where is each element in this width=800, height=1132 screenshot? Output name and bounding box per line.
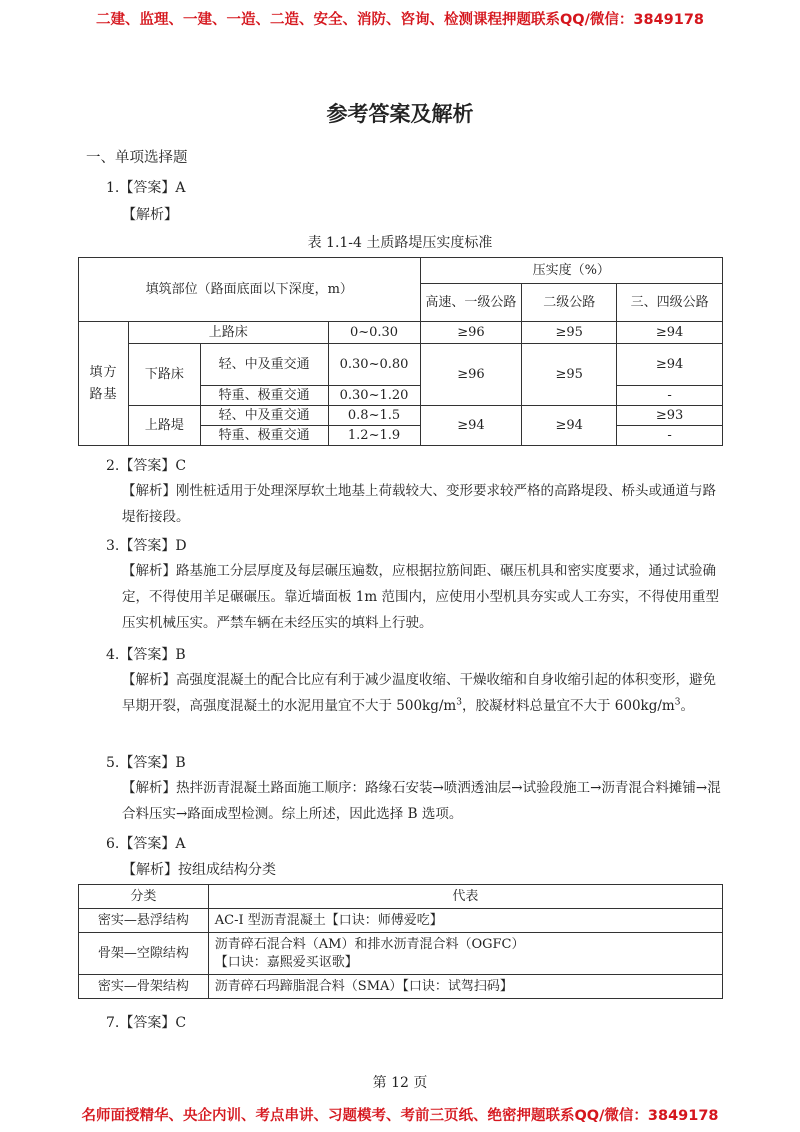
t2-row1-category: 密实—悬浮结构: [79, 909, 209, 933]
upper-bed: 上路床: [128, 322, 328, 344]
t2-row3-representative: 沥青碎石玛蹄脂混合料（SMA）【口诀：试驾扫码】: [208, 975, 722, 999]
lower-bed-highway: ≥96: [420, 344, 522, 406]
q3-analysis: 【解析】路基施工分层厚度及每层碾压遍数，应根据拉筋间距、碾压机具和密实度要求，通过试验确定，不得使用羊足碾碾压。靠近墙面板 1m 范围内，应使用小型机具夯实或人工夯实，不得使用重型压实机械压实。严禁车辆在未经压实的填料上行驶。: [122, 563, 719, 631]
t2-row3-category: 密实—骨架结构: [79, 975, 209, 999]
q6-answer: 6.【答案】A: [106, 836, 186, 852]
q7-answer: 7.【答案】C: [106, 1015, 187, 1031]
emb-highway: ≥94: [420, 406, 522, 446]
lower-heavy-depth: 0.30~1.20: [328, 386, 420, 406]
bottom-banner: 名师面授精华、央企内训、考点串讲、习题模考、考前三页纸、绝密押题联系QQ/微信：3849178: [81, 1108, 719, 1124]
emb-second: ≥94: [522, 406, 617, 446]
col-highway: 高速、一级公路: [420, 284, 522, 322]
lower-heavy-third: -: [617, 386, 723, 406]
lower-bed: 下路床: [128, 344, 200, 406]
q4-sup1: 3: [456, 697, 462, 708]
q4-text-b: ，胶凝材料总量宜不大于 600kg/m: [461, 698, 675, 714]
upper-embankment: 上路堤: [128, 406, 200, 446]
page-number: 第 12 页: [372, 1075, 428, 1091]
top-banner: 二建、监理、一建、一造、二造、安全、消防、咨询、检测课程押题联系QQ/微信：3849178: [95, 12, 705, 28]
lower-heavy-traffic: 特重、极重交通: [200, 386, 328, 406]
header-compaction: 压实度（%）: [420, 258, 723, 284]
q4-analysis: [122, 667, 724, 719]
lower-light-traffic: 轻、中及重交通: [200, 344, 328, 386]
q4-text-c: 。: [680, 698, 694, 714]
q2-analysis: 【解析】刚性桩适用于处理深厚软土地基上荷载较大、变形要求较严格的高路堤段、桥头或通道与路堤衔接段。: [122, 483, 716, 525]
q2-answer: 2.【答案】C: [106, 458, 187, 474]
emb-heavy-traffic: 特重、极重交通: [200, 426, 328, 446]
q4-sup2: 3: [674, 697, 681, 708]
lower-light-depth: 0.30~0.80: [328, 344, 420, 386]
lower-bed-second: ≥95: [522, 344, 617, 406]
t2-header-category: 分类: [79, 885, 209, 909]
lower-light-third: ≥94: [617, 344, 723, 386]
upper-bed-depth: 0~0.30: [328, 322, 420, 344]
emb-light-depth: 0.8~1.5: [328, 406, 420, 426]
t2-row2-line1: 沥青碎石混合料（AM）和排水沥青混合料（OGFC）: [214, 936, 525, 952]
header-part: 填筑部位（路面底面以下深度，m）: [79, 258, 421, 322]
page-title: 参考答案及解析: [326, 102, 474, 126]
t2-row2-category: 骨架—空隙结构: [79, 933, 209, 975]
q6-analysis-label: 【解析】按组成结构分类: [122, 862, 276, 878]
fill-subgrade-label: 填方路基: [79, 322, 129, 446]
section-heading: 一、单项选择题: [86, 150, 188, 166]
emb-heavy-third: -: [617, 426, 723, 446]
q1-answer: 1.【答案】A: [106, 180, 186, 196]
t2-row2-line2: 【口诀：嘉熙爱买讴歌】: [214, 954, 358, 970]
q4-answer: 4.【答案】B: [106, 647, 186, 663]
t2-header-representative: 代表: [208, 885, 722, 909]
col-third-class: 三、四级公路: [617, 284, 723, 322]
col-second-class: 二级公路: [522, 284, 617, 322]
emb-light-traffic: 轻、中及重交通: [200, 406, 328, 426]
upper-bed-highway: ≥96: [420, 322, 522, 344]
structure-classification-table: [78, 884, 723, 999]
q3-answer: 3.【答案】D: [106, 538, 187, 554]
emb-heavy-depth: 1.2~1.9: [328, 426, 420, 446]
t2-row1-representative: AC-I 型沥青混凝土【口诀：师傅爱吃】: [208, 909, 722, 933]
table1-caption: 表 1.1-4 土质路堤压实度标准: [307, 235, 493, 251]
compaction-table: [78, 257, 723, 446]
upper-bed-second: ≥95: [522, 322, 617, 344]
q1-analysis-label: 【解析】: [122, 207, 178, 223]
t2-row2-representative: [208, 933, 722, 975]
emb-light-third: ≥93: [617, 406, 723, 426]
upper-bed-third: ≥94: [617, 322, 723, 344]
q4-text-a: 【解析】高强度混凝土的配合比应有利于减少温度收缩、干燥收缩和自身收缩引起的体积变形，避免早期开裂，高强度混凝土的水泥用量宜不大于 500kg/m: [122, 672, 716, 714]
q5-analysis: 【解析】热拌沥青混凝土路面施工顺序：路缘石安装→喷洒透油层→试验段施工→沥青混合料摊铺→混合料压实→路面成型检测。综上所述，因此选择 B 选项。: [122, 780, 721, 822]
q5-answer: 5.【答案】B: [106, 755, 186, 771]
